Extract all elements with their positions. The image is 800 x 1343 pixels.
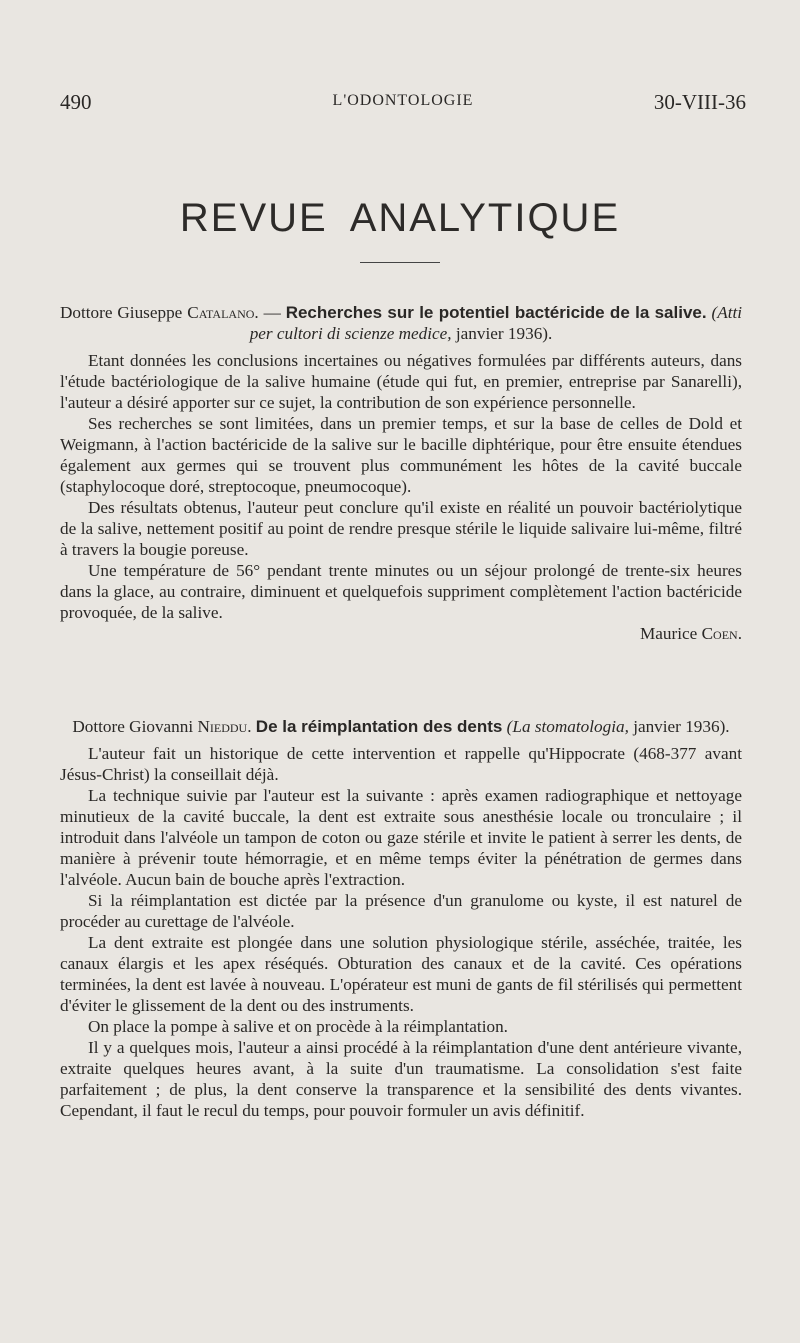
paragraph: La dent extraite est plongée dans une solution physiologique stérile, asséchée, traitée, les canaux élargis et les apex réséqués. Obturation des canaux et de la cavité. Ces opérations terminées, la dent est lavée à nouveau. L'opérateur est muni de gants de fil stérilisés qui permettent d'éviter le glissement de la dent ou des instruments. — [60, 933, 742, 1015]
paragraph: Il y a quelques mois, l'auteur a ainsi procédé à la réimplantation d'une dent antérieure vivante, extraite quelques heures avant, à la suite d'un traumatisme. La consolidation s'est faite parfaitement ; de plus, la dent conserve la transparence et la sensibilité des dents vivantes. Cependant, il faut le recul du temps, pour pouvoir formuler un avis définitif. — [60, 1038, 742, 1120]
article-heading — [60, 302, 742, 344]
heading-dash: . — — [254, 303, 281, 322]
author-prefix: Dottore Giuseppe — [60, 303, 183, 322]
title-rule — [360, 262, 440, 263]
section-title-word2: ANALYTIQUE — [349, 196, 621, 240]
paragraph: On place la pompe à salive et on procède à la réimplantation. — [88, 1017, 508, 1036]
running-header — [60, 90, 746, 114]
paragraph: Ses recherches se sont limitées, dans un premier temps, et sur la base de celles de Dold et Weigmann, à l'action bactéricide de la salive sur le bacille diphtérique, pour être ensuite étendues également aux germes qui se trouvent plus communément les hôtes de la cavité buccale (staphylocoque doré, streptocoque, pneumocoque). — [60, 414, 742, 496]
source-date: janvier 1936). — [633, 717, 730, 736]
paragraph: Etant données les conclusions incertaines ou négatives formulées par différents auteurs, dans l'étude bactériologique de la salive humaine (étude qui fut, en premier, entreprise par Sanarelli), l'auteur a désiré apporter sur ce sujet, la contribution de son expérience personnelle. — [60, 351, 742, 412]
author-name: Nieddu. — [197, 717, 252, 736]
source-journal: (La stomatologia, — [506, 717, 629, 736]
article-title: Recherches sur le potentiel bactéricide de la salive. — [285, 303, 707, 322]
author-name: Catalano — [187, 303, 255, 322]
article-heading — [60, 716, 742, 737]
section-title-word1: REVUE — [179, 196, 328, 240]
article-nieddu — [60, 716, 742, 1121]
source-date: janvier 1936). — [455, 324, 553, 343]
author-prefix: Dottore Giovanni — [72, 717, 194, 736]
article-catalano — [60, 302, 742, 644]
signature-first-name: Maurice — [640, 624, 698, 643]
journal-title: L'ODONTOLOGIE — [332, 92, 474, 109]
paragraph: L'auteur fait un historique de cette intervention et rappelle qu'Hippocrate (468-377 avant Jésus-Christ) la conseillait déjà. — [60, 744, 742, 784]
article-title: De la réimplantation des dents — [255, 717, 503, 736]
article-signature — [60, 623, 742, 644]
issue-date: 30-VIII-36 — [653, 90, 746, 114]
section-title — [0, 196, 800, 241]
paragraph: Une température de 56° pendant trente minutes ou un séjour prolongé de trente-six heures dans la glace, au contraire, diminuent et quelquefois suppriment complètement l'action bactéricide provoquée, de la salive. — [60, 561, 742, 622]
page-number: 490 — [60, 90, 92, 114]
paragraph: La technique suivie par l'auteur est la suivante : après examen radiographique et nettoyage minutieux de la cavité buccale, la dent est extraite sous anesthésie locale ou tronculaire ; il introduit dans l'alvéole un tampon de coton ou gaze stérile et invite le patient à serrer les dents, de manière à prévenir toute hémorragie, et en même temps éviter la pénétration de germes dans l'alvéole. Aucun bain de bouche après l'extraction. — [60, 786, 742, 889]
signature-last-name: Coen. — [701, 624, 742, 643]
paragraph: Des résultats obtenus, l'auteur peut conclure qu'il existe en réalité un pouvoir bactériolytique de la salive, nettement positif au point de rendre presque stérile le liquide salivaire lui-même, filtré à travers la bougie poreuse. — [60, 498, 742, 559]
paragraph: Si la réimplantation est dictée par la présence d'un granulome ou kyste, il est naturel de procéder au curettage de l'alvéole. — [60, 891, 742, 931]
source-journal: (Atti per cultori di scienze medice, — [249, 303, 743, 343]
